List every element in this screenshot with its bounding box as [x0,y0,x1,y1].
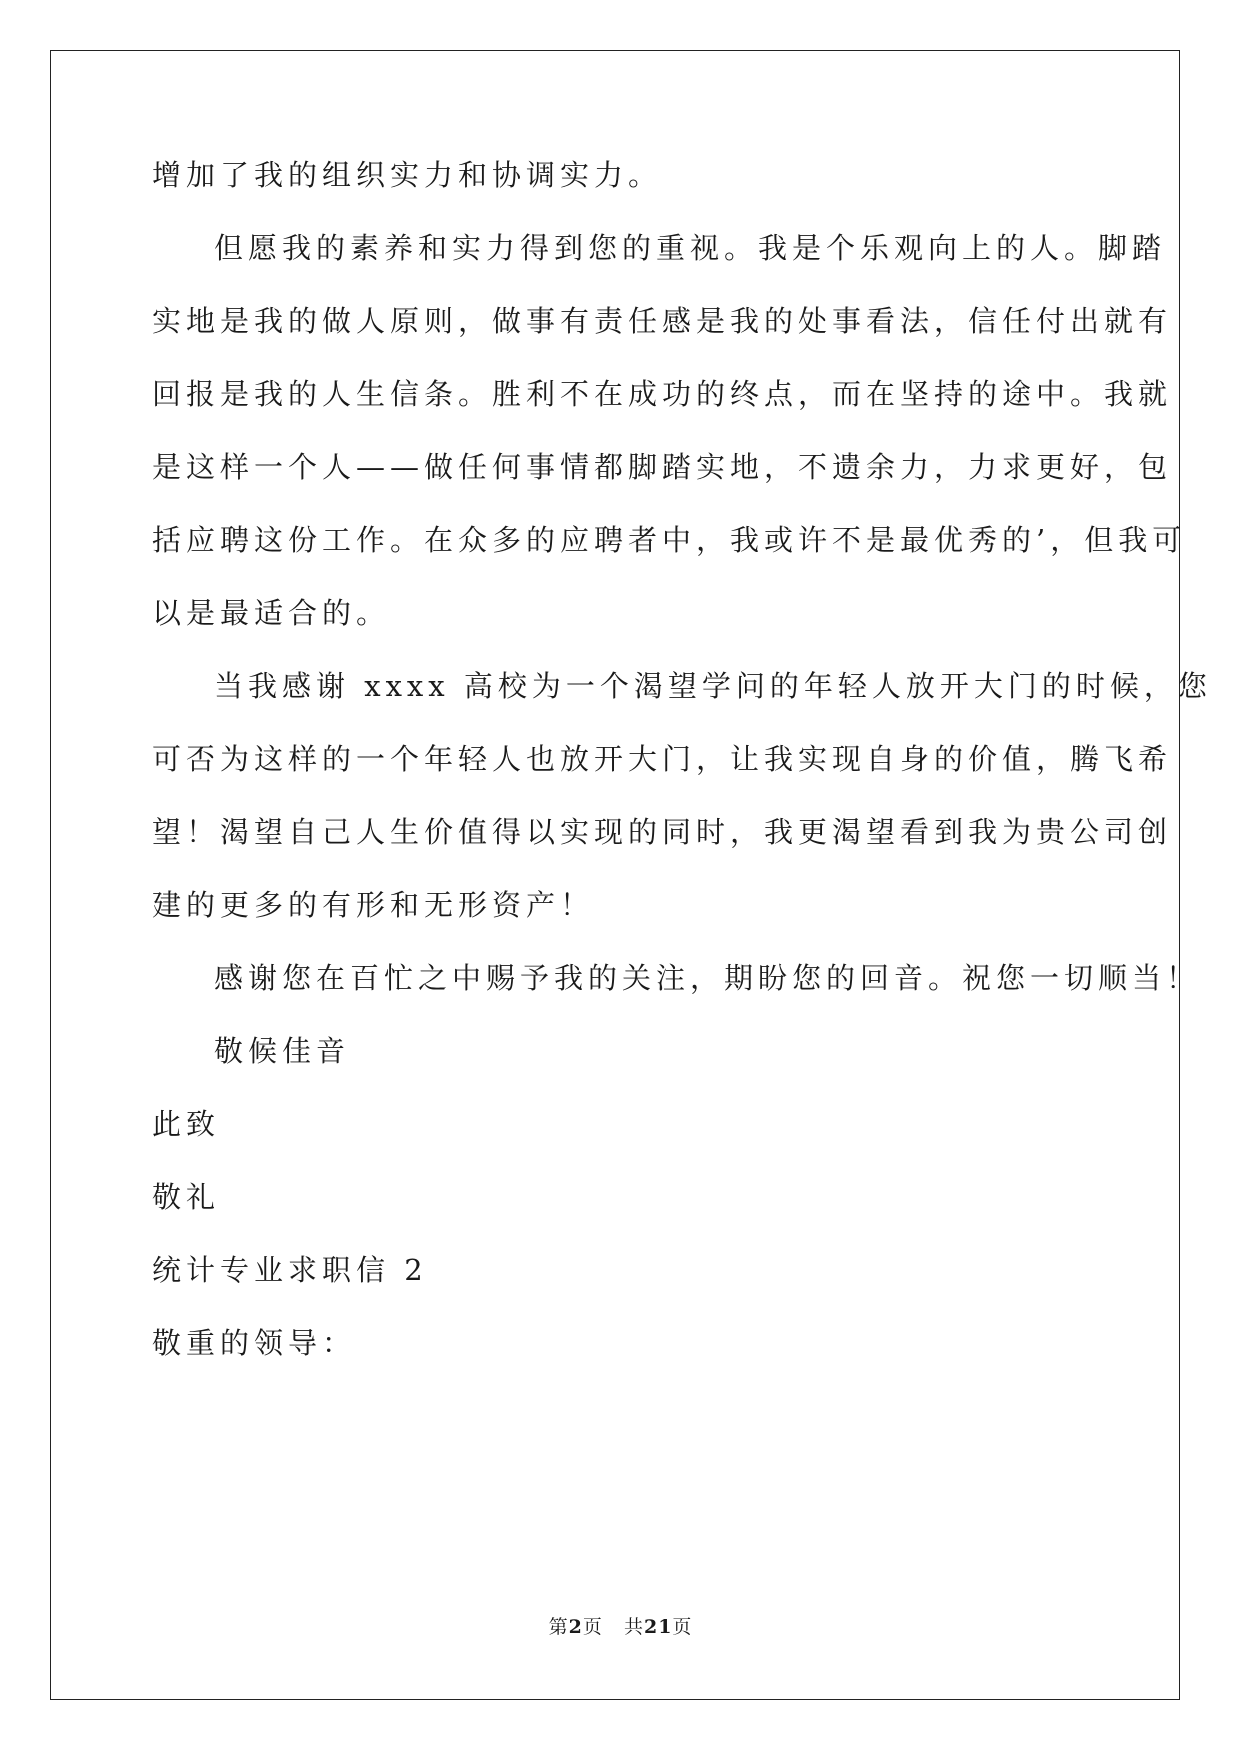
page-border [50,50,1180,1700]
salutation-line: 此致 [152,1107,221,1141]
footer-total-pages: 21 [643,1616,673,1638]
paragraph-line: 但愿我的素养和实力得到您的重视。我是个乐观向上的人。脚踏 [214,231,1167,265]
paragraph-line: 感谢您在百忙之中赐予我的关注，期盼您的回音。祝您一切顺当！ [214,961,1201,995]
footer-page-number: 2 [568,1616,583,1638]
paragraph-line: 回报是我的人生信条。胜利不在成功的终点，而在坚持的途中。我就 [152,377,1173,411]
footer-prefix: 第 [548,1616,569,1638]
section-heading: 统计专业求职信 2 [152,1253,428,1287]
page-footer [0,1612,1241,1639]
paragraph-line: 是这样一个人——做任何事情都脚踏实地，不遗余力，力求更好，包 [152,450,1173,484]
salutation-line: 敬礼 [152,1180,221,1214]
paragraph-line: 可否为这样的一个年轻人也放开大门，让我实现自身的价值，腾飞希 [152,742,1173,776]
paragraph-line: 当我感谢 xxxx 高校为一个渴望学问的年轻人放开大门的时候，您 [214,669,1212,703]
footer-total-prefix: 共 [623,1616,644,1638]
paragraph-line: 括应聘这份工作。在众多的应聘者中，我或许不是最优秀的’，但我可 [152,523,1187,557]
greeting-line: 敬重的领导： [152,1326,357,1360]
footer-page-suffix: 页 [582,1616,603,1638]
paragraph-line: 望！渴望自己人生价值得以实现的同时，我更渴望看到我为贵公司创 [152,815,1173,849]
paragraph-line: 建的更多的有形和无形资产！ [152,888,595,922]
footer-total-suffix: 页 [672,1616,693,1638]
paragraph-line: 增加了我的组织实力和协调实力。 [152,158,663,192]
paragraph-line: 以是最适合的。 [152,596,391,630]
paragraph-line: 实地是我的做人原则，做事有责任感是我的处事看法，信任付出就有 [152,304,1173,338]
closing-line: 敬候佳音 [214,1034,351,1068]
